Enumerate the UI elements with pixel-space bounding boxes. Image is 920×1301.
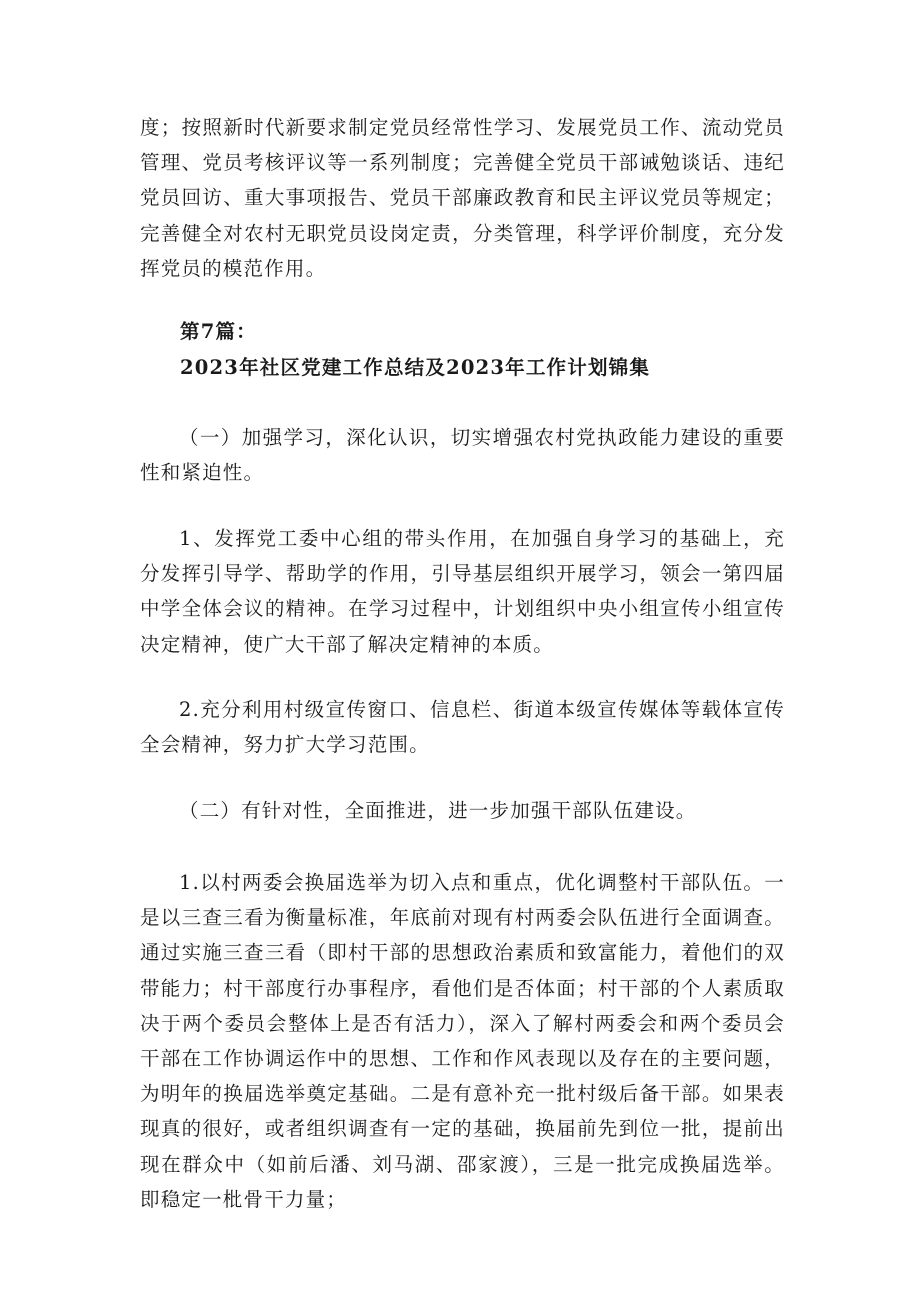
paragraph-section-two: （二）有针对性，全面推进，进一步加强干部队伍建设。 — [179, 799, 697, 822]
paragraph-item-2: 2.充分利用村级宣传窗口、信息栏、街道本级宣传媒体等载体宣传全会精神，努力扩大学习范围。 — [140, 698, 785, 757]
article-title: 2023年社区党建工作总结及2023年工作计划锦集 — [180, 356, 651, 379]
paragraph-item-1b: 1.以村两委会换届选举为切入点和重点，优化调整村干部队伍。一是以三查三看为衡量标准，年底前对现有村两委会队伍进行全面调查。通过实施三查三看（即村干部的思想政治素质和致富能力，着他们的双带能力；村干部度行办事程序，看他们是否体面；村干部的个人素质取决于两个委员会整体上是否有活力），深入了解村两委会和两个委员会干部在工作协调运作中的思想、工作和作风表现以及存在的主要问题，为明年的换届选举奠定基础。二是有意补充一批村级后备干部。如果表现真的很好，或者组织调查有一定的基础，换届前先到位一批，提前出现在群众中（如前后潘、刘马湖、邵家渡），三是一批完成换届选举。即稳定一枇骨干力量； — [140, 871, 785, 1211]
paragraph-continuation: 度；按照新时代新要求制定党员经常性学习、发展党员工作、流动党员管理、党员考核评议等一系列制度；完善健全党员干部诫勉谈话、违纪党员回访、重大事项报告、党员干部廉政教育和民主评议党员等规定；完善健全对农村无职党员设岗定责，分类管理，科学评价制度，充分发挥党员的模范作用。 — [140, 116, 785, 280]
paragraph-item-1: 1、发挥党工委中心组的带头作用，在加强自身学习的基础上，充分发挥引导学、帮助学的作用，引导基层组织开展学习，领会一第四届中学全体会议的精神。在学习过程中，计划组织中央小组宣传小组宣传决定精神，使广大干部了解决定精神的本质。 — [140, 527, 785, 656]
section-label: 第7篇： — [180, 320, 257, 343]
paragraph-section-one: （一）加强学习，深化认识，切实增强农村党执政能力建设的重要性和紧迫性。 — [140, 426, 785, 485]
